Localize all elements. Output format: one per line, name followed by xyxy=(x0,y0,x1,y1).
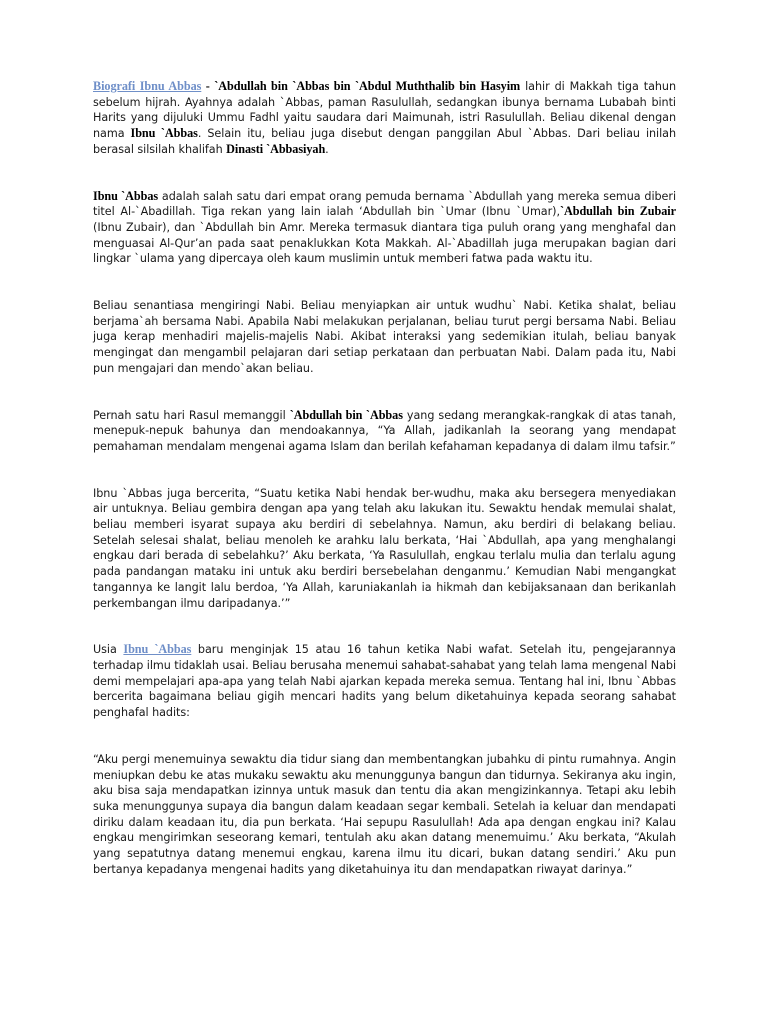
text: adalah salah satu dari empat orang pemuda bernama `Abdullah yang mereka semua diberi titel Al-`Abadillah. Tiga rekan yang lain ialah ‘Abdullah bin `Umar (Ibnu `Umar), xyxy=(93,189,676,219)
text: (Ibnu Zubair), dan `Abdullah bin Amr. Mereka termasuk diantara tiga puluh orang yang menghafal dan menguasai Al-Qur’an pada saat penaklukkan Kota Makkah. Al-`Abadillah juga merupakan bagian dari lingkar `ulama yang dipercaya oleh kaum muslimin untuk memberi fatwa pada waktu itu. xyxy=(93,220,676,266)
full-name-bold: - `Abdullah bin `Abbas bin `Abdul Muththalib bin Hasyim xyxy=(201,79,521,93)
biografi-ibnu-abbas-link[interactable]: Biografi Ibnu Abbas xyxy=(93,79,202,93)
text: Beliau senantiasa mengiringi Nabi. Beliau menyiapkan air untuk wudhu` Nabi. Ketika shalat, beliau berjama`ah bersama Nabi. Apabila Nabi melakukan perjalanan, beliau turut pergi bersama Nabi. Beliau juga kerap menhadiri majelis-majelis Nabi. Akibat interaksi yang sedemikian itulah, beliau banyak mengingat dan mengambil pelajaran dari setiap perkataan dan perbuatan Nabi. Dalam pada itu, Nabi pun mengajari dan mendo`akan beliau. xyxy=(93,299,676,375)
dinasti-abbasiyah-bold: Dinasti `Abbasiyah xyxy=(226,141,326,156)
paragraph-3 xyxy=(93,298,676,377)
abdullah-bin-zubair-bold: `Abdullah bin Zubair xyxy=(559,204,676,219)
text: yang sedang merangkak-rangkak di atas tanah, menepuk-nepuk bahunya dan mendoakannya, “Ya Allah, jadikanlah Ia seorang yang mendapat pemahaman mendalam mengenai agama Islam dan berilah kefahaman kepadanya di dalam ilmu tafsir.” xyxy=(93,408,676,453)
ibnu-abbas-link[interactable]: Ibnu `Abbas xyxy=(123,642,192,657)
abdullah-bin-abbas-bold: `Abdullah bin `Abbas xyxy=(289,407,403,422)
document-body xyxy=(93,79,676,908)
text: . Selain itu, beliau juga disebut dengan panggilan Abul `Abbas. Dari beliau inilah berasal silsilah khalifah xyxy=(93,127,677,156)
ibnu-abbas-bold: Ibnu `Abbas xyxy=(130,126,198,141)
ibnu-abbas-bold: Ibnu `Abbas xyxy=(93,188,159,203)
paragraph-4 xyxy=(93,408,676,455)
text: . xyxy=(325,142,329,156)
text: Ibnu `Abbas juga bercerita, “Suatu ketika Nabi hendak ber-wudhu, maka aku bersegera menyediakan air untuknya. Beliau gembira dengan apa yang telah aku lakukan itu. Sewaktu hendak memulai shalat, beliau memberi isyarat supaya aku berdiri di sebelahnya. Namun, aku berdiri di belakang beliau. Setelah selesai shalat, beliau menoleh ke arahku lalu berkata, ‘Hai `Abdullah, apa yang menghalangi engkau dari berada di sebelahku?’ Aku berkata, ‘Ya Rasulullah, engkau terlalu mulia dan terlalu agung pada pandangan mataku ini untuk aku berdiri bersebelahan denganmu.’ Kemudian Nabi mengangkat tangannya ke langit lalu berdoa, ‘Ya Allah, karuniakanlah ia hikmah dan kebijaksanaan dan berikanlah perkembangan ilmu daripadanya.’” xyxy=(93,486,676,610)
text: lahir di Makkah tiga tahun sebelum hijrah. Ayahnya adalah `Abbas, paman Rasulullah, sedangkan ibunya bernama Lubabah binti Harits yang dijuluki Ummu Fadhl yaitu saudara dari Maimunah, istri Rasulullah. Beliau dikenal dengan nama xyxy=(93,80,676,141)
text: Pernah satu hari Rasul memanggil xyxy=(93,408,290,422)
paragraph-2 xyxy=(93,189,676,268)
paragraph-5 xyxy=(93,486,676,612)
text: Usia xyxy=(93,643,124,657)
paragraph-1 xyxy=(93,79,676,158)
paragraph-7 xyxy=(93,752,676,878)
text: baru menginjak 15 atau 16 tahun ketika Nabi wafat. Setelah itu, pengejarannya terhadap ilmu tidaklah usai. Beliau berusaha menemui sahabat-sahabat yang telah lama mengenal Nabi demi mempelajari apa-apa yang telah Nabi ajarkan kepada mereka semua. Tentang hal ini, Ibnu `Abbas bercerita bagaimana beliau gigih mencari hadits yang belum diketahuinya kepada seorang sahabat penghafal hadits: xyxy=(93,643,676,720)
text: “Aku pergi menemuinya sewaktu dia tidur siang dan membentangkan jubahku di pintu rumahnya. Angin meniupkan debu ke atas mukaku sewaktu aku menunggunya bangun dan tidurnya. Sekiranya aku ingin, aku bisa saja mendapatkan izinnya untuk masuk dan tentu dia akan mengizinkannya. Tetapi aku lebih suka menunggunya supaya dia bangun dalam keadaan segar kembali. Setelah ia keluar dan mendapati diriku dalam keadaan itu, dia pun berkata. ‘Hai sepupu Rasulullah! Ada apa dengan engkau ini? Kalau engkau mengirimkan seseorang kemari, tentulah aku akan datang menemuimu.’ Aku berkata, “Akulah yang sepatutnya datang menemui engkau, karena ilmu itu dicari, bukan datang sendiri.’ Aku pun bertanya kepadanya mengenai hadits yang diketahuinya itu dan mendapatkan riwayat darinya.” xyxy=(93,752,676,876)
paragraph-6 xyxy=(93,642,676,721)
